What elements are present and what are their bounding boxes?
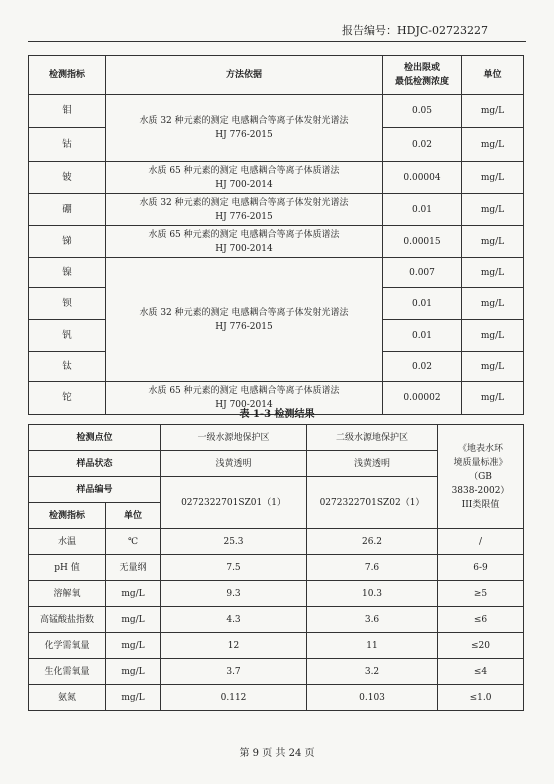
site2-cell: 二级水源地保护区 — [307, 425, 438, 451]
limit-cell: 6-9 — [438, 555, 524, 581]
unit-cell: 无量纲 — [106, 555, 161, 581]
indicator-cell: 溶解氧 — [29, 581, 106, 607]
indicator-cell: 铊 — [29, 382, 106, 415]
report-number: 报告编号：HDJC-02723227 — [342, 24, 488, 37]
indicator-cell: 钼 — [29, 95, 106, 128]
state2-cell: 浅黄透明 — [307, 451, 438, 477]
unit-cell: mg/L — [106, 581, 161, 607]
standard-line: （GB — [469, 471, 492, 482]
label-site: 检测点位 — [29, 425, 161, 451]
header-indicator: 检测指标 — [29, 56, 106, 95]
limit-cell: 0.00004 — [383, 162, 462, 194]
header-unit: 单位 — [462, 56, 524, 95]
table-row — [29, 659, 524, 685]
value-cell: 9.3 — [161, 581, 307, 607]
limit-cell: 0.00015 — [383, 226, 462, 258]
standard-cell — [438, 425, 524, 529]
unit-cell: mg/L — [462, 194, 524, 226]
value-cell: 3.7 — [161, 659, 307, 685]
method-code: HJ 700-2014 — [215, 400, 273, 410]
results-table — [28, 424, 524, 711]
limit-cell: / — [438, 529, 524, 555]
table-row — [29, 685, 524, 711]
label-sample-no: 样品编号 — [29, 477, 161, 503]
sample2-cell: 0272322701SZ02（1） — [307, 477, 438, 529]
method-code: HJ 776-2015 — [215, 130, 273, 140]
table-row — [29, 529, 524, 555]
value-cell: 12 — [161, 633, 307, 659]
table-caption: 表 1-3 检测结果 — [239, 409, 315, 420]
value-cell: 10.3 — [307, 581, 438, 607]
header-limit-line1: 检出限或 — [403, 63, 440, 73]
page-footer: 第 9 页 共 24 页 — [239, 748, 315, 759]
table-row — [29, 633, 524, 659]
method-code: HJ 776-2015 — [215, 211, 273, 222]
label-unit: 单位 — [106, 503, 161, 529]
method-cell — [106, 194, 383, 226]
indicator-cell: 钴 — [29, 128, 106, 162]
unit-cell: mg/L — [462, 226, 524, 258]
table-row — [29, 95, 524, 128]
value-cell: 3.6 — [307, 607, 438, 633]
value-cell: 7.5 — [161, 555, 307, 581]
site-row — [29, 425, 524, 451]
method-cell — [106, 162, 383, 194]
method-cell — [106, 95, 383, 162]
limit-cell: ≤4 — [438, 659, 524, 685]
label-indicator: 检测指标 — [29, 503, 106, 529]
limit-cell: 0.00002 — [383, 382, 462, 415]
header-method: 方法依据 — [106, 56, 383, 95]
method-line: 水质 65 种元素的测定 电感耦合等离子体质谱法 — [148, 229, 340, 240]
value-cell: 7.6 — [307, 555, 438, 581]
value-cell: 0.112 — [161, 685, 307, 711]
header-limit — [383, 56, 462, 95]
indicator-cell: 钡 — [29, 288, 106, 320]
limit-cell: ≥5 — [438, 581, 524, 607]
indicator-cell: 氨氮 — [29, 685, 106, 711]
table-row — [29, 194, 524, 226]
unit-cell: mg/L — [106, 633, 161, 659]
unit-cell: mg/L — [462, 288, 524, 320]
indicator-cell: 镍 — [29, 258, 106, 288]
state1-cell: 浅黄透明 — [161, 451, 307, 477]
indicator-cell: 化学需氧量 — [29, 633, 106, 659]
indicator-cell: 水温 — [29, 529, 106, 555]
standard-line: 3838-2002） — [451, 485, 510, 496]
value-cell: 11 — [307, 633, 438, 659]
method-cell — [106, 226, 383, 258]
method-table — [28, 55, 524, 415]
limit-cell: 0.01 — [383, 194, 462, 226]
indicator-cell: 锑 — [29, 226, 106, 258]
unit-cell: mg/L — [462, 352, 524, 382]
unit-cell: mg/L — [462, 382, 524, 415]
value-cell: 26.2 — [307, 529, 438, 555]
unit-cell: mg/L — [462, 258, 524, 288]
method-line: 水质 32 种元素的测定 电感耦合等离子体发射光谱法 — [139, 116, 349, 126]
indicator-cell: 生化需氧量 — [29, 659, 106, 685]
indicator-cell: 钛 — [29, 352, 106, 382]
unit-cell: mg/L — [462, 95, 524, 128]
value-cell: 0.103 — [307, 685, 438, 711]
unit-cell: ℃ — [106, 529, 161, 555]
limit-cell: 0.01 — [383, 320, 462, 352]
table-row — [29, 607, 524, 633]
unit-cell: mg/L — [106, 659, 161, 685]
value-cell: 3.2 — [307, 659, 438, 685]
indicator-cell: pH 值 — [29, 555, 106, 581]
table-row — [29, 258, 524, 288]
table-row — [29, 162, 524, 194]
method-code: HJ 776-2015 — [215, 321, 273, 332]
header-rule — [28, 41, 526, 42]
limit-cell: ≤1.0 — [438, 685, 524, 711]
method-line: 水质 32 种元素的测定 电感耦合等离子体发射光谱法 — [139, 307, 349, 318]
header-limit-line2: 最低检测浓度 — [394, 77, 449, 87]
table-header-row — [29, 56, 524, 95]
unit-cell: mg/L — [462, 128, 524, 162]
value-cell: 4.3 — [161, 607, 307, 633]
label-state: 样品状态 — [29, 451, 161, 477]
limit-cell: ≤6 — [438, 607, 524, 633]
unit-cell: mg/L — [106, 685, 161, 711]
value-cell: 25.3 — [161, 529, 307, 555]
method-line: 水质 32 种元素的测定 电感耦合等离子体发射光谱法 — [139, 197, 349, 208]
method-cell — [106, 258, 383, 382]
table-row — [29, 555, 524, 581]
indicator-cell: 钒 — [29, 320, 106, 352]
limit-cell: ≤20 — [438, 633, 524, 659]
indicator-cell: 硼 — [29, 194, 106, 226]
indicator-cell: 高锰酸盐指数 — [29, 607, 106, 633]
unit-cell: mg/L — [462, 162, 524, 194]
table-row — [29, 581, 524, 607]
limit-cell: 0.01 — [383, 288, 462, 320]
standard-line: 《地表水环 — [458, 443, 504, 454]
standard-line: III类限值 — [461, 499, 500, 510]
sample1-cell: 0272322701SZ01（1） — [161, 477, 307, 529]
unit-cell: mg/L — [462, 320, 524, 352]
method-code: HJ 700-2014 — [215, 179, 273, 190]
standard-line: 境质量标准》 — [453, 457, 508, 468]
method-line: 水质 65 种元素的测定 电感耦合等离子体质谱法 — [148, 165, 340, 176]
method-line: 水质 65 种元素的测定 电感耦合等离子体质谱法 — [148, 386, 340, 396]
unit-cell: mg/L — [106, 607, 161, 633]
site1-cell: 一级水源地保护区 — [161, 425, 307, 451]
limit-cell: 0.05 — [383, 95, 462, 128]
indicator-cell: 铍 — [29, 162, 106, 194]
table-row — [29, 226, 524, 258]
limit-cell: 0.02 — [383, 352, 462, 382]
limit-cell: 0.02 — [383, 128, 462, 162]
limit-cell: 0.007 — [383, 258, 462, 288]
method-code: HJ 700-2014 — [215, 243, 273, 254]
